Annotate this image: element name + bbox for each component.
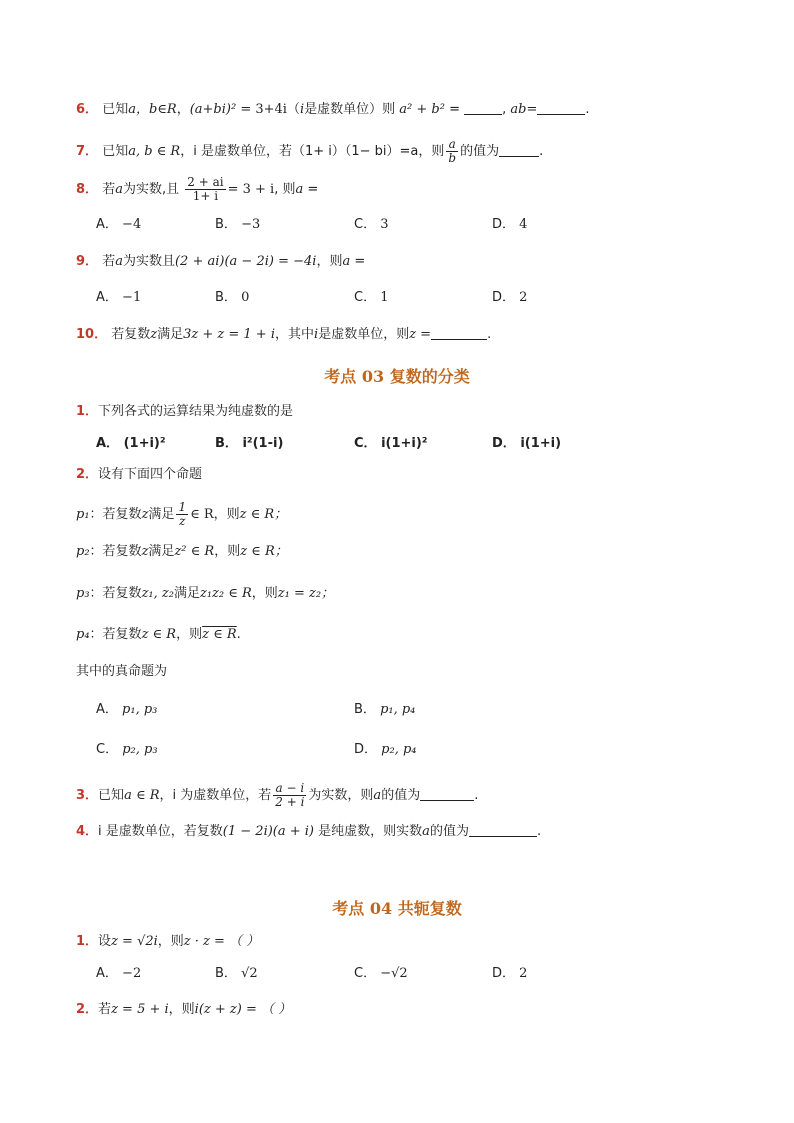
answer-blank[interactable] bbox=[469, 822, 537, 837]
option-d[interactable]: D． 2 bbox=[492, 290, 528, 305]
option-c[interactable]: C． 1 bbox=[354, 290, 389, 305]
option-b[interactable]: B． −3 bbox=[215, 217, 261, 232]
option-a[interactable]: A． (1+i)² bbox=[96, 436, 166, 451]
answer-blank[interactable] bbox=[431, 325, 487, 340]
option-c[interactable]: C． i(1+i)² bbox=[354, 436, 428, 451]
answer-blank[interactable] bbox=[464, 100, 502, 115]
answer-blank[interactable] bbox=[499, 142, 539, 157]
question-7: 7． 已知a, b ∈ R，i 是虚数单位，若（1+ i）（1− bi）=a，则 $\frac{a}{b}$ 的值为 . bbox=[76, 137, 544, 165]
question-number: 6． bbox=[76, 102, 99, 117]
s4-question-2: 2．若z = 5 + i，则i(z + z) = （ ） bbox=[76, 1002, 292, 1017]
option-a[interactable]: A． −2 bbox=[96, 966, 142, 981]
option-a[interactable]: A． −4 bbox=[96, 217, 142, 232]
fraction: $\frac{a - i}{2 + i}$ bbox=[275, 781, 305, 809]
option-b[interactable]: B． i²(1-i) bbox=[215, 436, 284, 451]
question-8: 8． 若a为实数,且 $\frac{2 + ai}{1+ i}$ = 3 + i, 则a = bbox=[76, 175, 319, 203]
s3-question-3: 3．已知a ∈ R，i 为虚数单位，若 $\frac{a - i}{2 + i}$ 为实数，则a的值为 . bbox=[76, 781, 479, 809]
truth-prompt: 其中的真命题为 bbox=[76, 664, 168, 679]
question-6: 6． 已知a，b∈R，(a+bi)² = 3+4i（i是虚数单位）则 a² + b² = , ab= . bbox=[76, 102, 590, 117]
section-title-04: 考点 04 共轭复数 bbox=[332, 899, 462, 918]
proposition-p1: p₁：若复数z满足 $\frac{1}{z}$ ∈ R，则z ∈ R； bbox=[76, 500, 288, 528]
fraction-1-over-z: $\frac{1}{z}$ bbox=[178, 500, 187, 528]
s4-question-1: 1．设z = √2i，则z · z = （ ） bbox=[76, 934, 260, 949]
s3-question-2: 2．设有下面四个命题 bbox=[76, 467, 203, 482]
option-d[interactable]: D． p₂, p₄ bbox=[354, 742, 417, 757]
option-b[interactable]: B． 0 bbox=[215, 290, 250, 305]
proposition-p2: p₂：若复数z满足z² ∈ R，则z ∈ R； bbox=[76, 544, 288, 559]
option-c[interactable]: C． p₂, p₃ bbox=[96, 742, 158, 757]
option-d[interactable]: D． i(1+i) bbox=[492, 436, 562, 451]
answer-blank[interactable] bbox=[537, 100, 585, 115]
option-a[interactable]: A． −1 bbox=[96, 290, 142, 305]
option-a[interactable]: A． p₁, p₃ bbox=[96, 702, 158, 717]
s3-question-1: 1．下列各式的运算结果为纯虚数的是 bbox=[76, 404, 294, 419]
s3-question-4: 4．i 是虚数单位，若复数(1 − 2i)(a + i) 是纯虚数，则实数a的值为 . bbox=[76, 824, 542, 839]
fraction: $\frac{2 + ai}{1+ i}$ bbox=[187, 175, 224, 203]
option-b[interactable]: B． √2 bbox=[215, 966, 258, 981]
proposition-p4: p₄：若复数z ∈ R，则z ∈ R. bbox=[76, 627, 241, 642]
section-title-03: 考点 03 复数的分类 bbox=[324, 367, 470, 386]
option-d[interactable]: D． 2 bbox=[492, 966, 528, 981]
option-d[interactable]: D． 4 bbox=[492, 217, 528, 232]
proposition-p3: p₃：若复数z₁, z₂满足z₁z₂ ∈ R，则z₁ = z₂； bbox=[76, 586, 335, 601]
question-9: 9． 若a为实数且(2 + ai)(a − 2i) = −4i，则a = bbox=[76, 254, 366, 269]
question-10: 10． 若复数z满足3z + z = 1 + i，其中i是虚数单位，则z = . bbox=[76, 327, 492, 342]
answer-blank[interactable] bbox=[420, 786, 474, 801]
option-c[interactable]: C． 3 bbox=[354, 217, 389, 232]
option-c[interactable]: C． −√2 bbox=[354, 966, 408, 981]
option-b[interactable]: B． p₁, p₄ bbox=[354, 702, 416, 717]
fraction-a-over-b: $\frac{a}{b}$ bbox=[448, 137, 457, 165]
